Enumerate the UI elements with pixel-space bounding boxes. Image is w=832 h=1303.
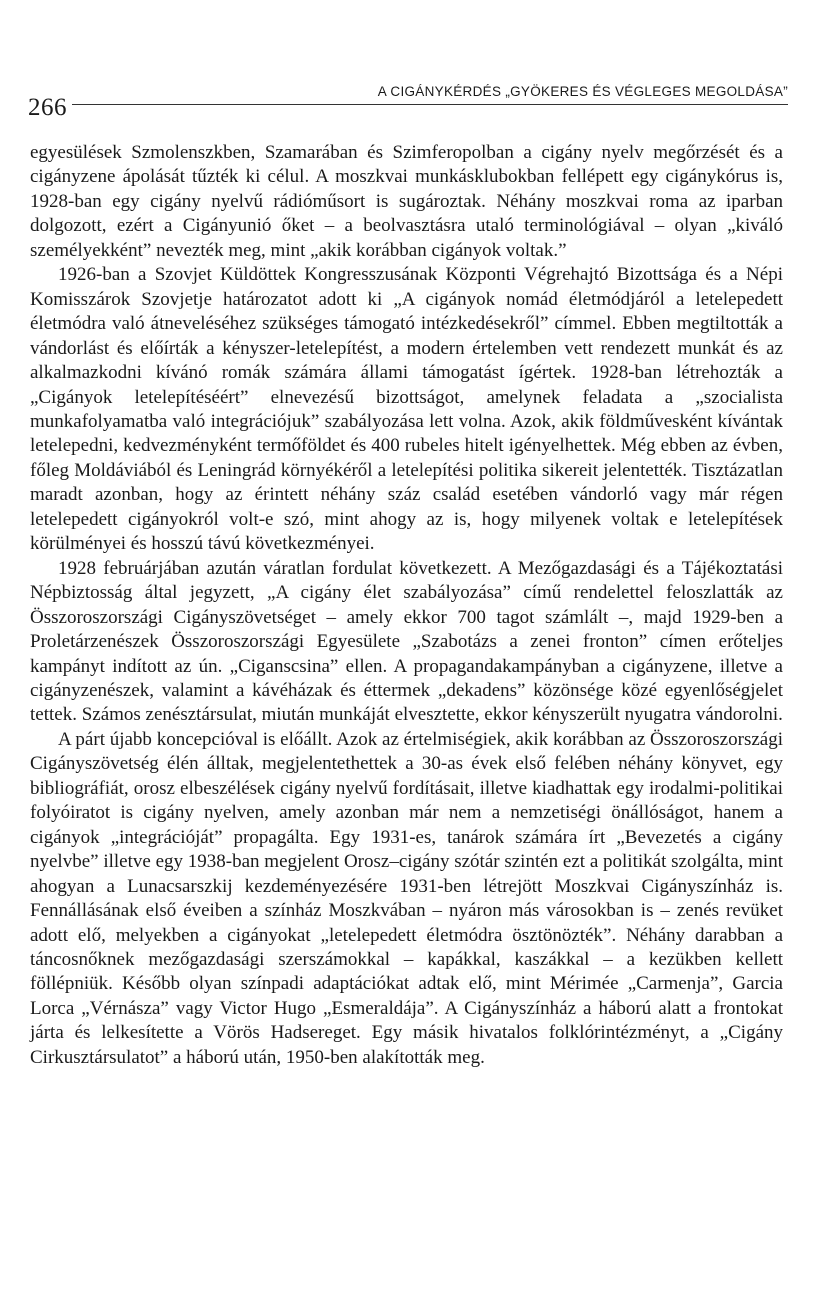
page-header bbox=[28, 80, 788, 128]
paragraph-3: 1928 februárjában azután váratlan fordulat következett. A Mezőgazdasági és a Tájékoztatási Népbiztosság által jegyzett, „A cigány élet szabályozása” című rendelettel feloszlatták az Összoroszországi Cigányszövetséget – amely ekkor 700 tagot számlált –, majd 1929-ben a Proletárzenészek Összoroszországi Egyesülete „Szabotázs a zenei fronton” címen erőteljes kampányt indított az ún. „Cigansсsina” ellen. A propagandakampányban a cigányzene, illetve a cigányzenészek, valamint a kávéházak és éttermek „dekadens” közönsége közé egyenlőségjelet tettek. Számos zenésztársulat, miután munkáját elvesztette, ekkor kényszerült nyugatra vándorolni. bbox=[30, 557, 783, 726]
page-number: 266 bbox=[28, 94, 67, 121]
paragraph-4: A párt újabb koncepcióval is előállt. Azok az értelmiségiek, akik korábban az Összoroszországi Cigányszövetség élén álltak, megjelentethettek a 30-as évek első felében néhány könyvet, egy bibliográfiát, orosz elbeszélések cigány nyelvű fordításait, illetve kiadhattak egy irodalmi-politikai folyóiratot is cigány nyelven, amely azonban már nem a nemzetiségi önállóságot, hanem a cigányok „integrációját” propagálta. Egy 1931-es, tanárok számára írt „Bevezetés a cigány nyelvbe” illetve egy 1938-ban megjelent Orosz–cigány szótár szintén ezt a politikát szolgálta, mint ahogyan a Lunacsarszkij kezdeményezésére 1931-ben létrejött Moszkvai Cigányszínház is. Fennállásának első éveiben a színház Moszkvában – nyáron más városokban is – zenés revüket adott elő, melyekben a cigányokat „letelepedett életmódra ösztönözték”. Néhány darabban a táncosnőknek mezőgazdasági szerszámokkal – kapákkal, kaszákkal – a kezükben kellett föllépniük. Később olyan színpadi adaptációkat adtak elő, mint Mérimée „Carmenja”, Garcia Lorca „Vérnásza” vagy Victor Hugo „Esmeraldája”. A Cigányszínház a háború alatt a frontokat járta és lelkesítette a Vörös Hadsereget. Egy másik hivatalos folklórintézményt, a „Cigány Cirkusztársulatot” a háború után, 1950-ben alakították meg. bbox=[30, 728, 783, 1068]
paragraph-2: 1926-ban a Szovjet Küldöttek Kongresszusának Központi Végrehajtó Bizottsága és a Népi Komisszárok Szovjetje határozatot adott ki „A cigányok nomád életmódjáról a letelepedett életmódra való átneveléséhez szükséges támogató intézkedésekről” címmel. Ebben megtiltották a vándorlást és előírták a kényszer-letelepítést, a modern értelemben vett rendezett munkát és az alkalmazkodni kívánó romák számára állami támogatást ígértek. 1928-ban létrehozták a „Cigányok letelepítéséért” elnevezésű bizottságot, amelynek feladata a „szocialista munkafolyamatba való integrációjuk” szabályozása lett volna. Azok, akik földművesként kívántak letelepedni, kedvezményként termőföldet és 400 rubeles hitelt igényelhettek. Még ebben az évben, főleg Moldáviából és Leningrád környékéről a letelepítési politika sikereit jelentették. Tisztázatlan maradt azonban, hogy az érintett néhány száz család esetében vándorló vagy már régen letelepedett cigányokról volt-e szó, mint ahogy az is, hogy milyenek voltak e letelepítések körülményei és hosszú távú következményei. bbox=[30, 264, 783, 555]
running-title: A CIGÁNYKÉRDÉS „GYÖKERES ÉS VÉGLEGES MEGOLDÁSA” bbox=[377, 84, 788, 99]
body-text bbox=[30, 141, 783, 1070]
header-rule bbox=[72, 104, 788, 105]
paragraph-1: egyesülések Szmolenszkben, Szamarában és Szimferopolban a cigány nyelv megőrzését és a cigányzene ápolását tűzték ki célul. A moszkvai munkásklubokban fellépett egy cigánykórus is, 1928-ban egy cigány nyelvű rádióműsort is sugároztak. Néhány moszkvai roma az iparban dolgozott, ezért a Cigányunió őket – a beolvasztásra utaló terminológiával – olyan „kiváló személyekként” nevezték meg, mint „akik korábban cigányok voltak.” bbox=[30, 142, 783, 261]
